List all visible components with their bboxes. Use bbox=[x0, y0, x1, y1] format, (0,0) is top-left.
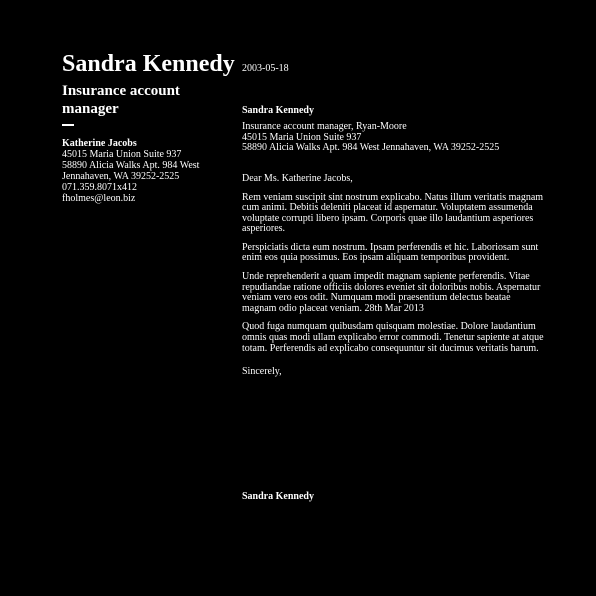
sender-title: Insurance account manager bbox=[62, 83, 180, 117]
recipient-email: fholmes@leon.biz bbox=[62, 193, 136, 204]
recipient-name: Katherine Jacobs bbox=[62, 138, 137, 149]
salutation: Dear Ms. Katherine Jacobs, bbox=[242, 172, 353, 184]
recipient-phone: 071.359.8071x412 bbox=[62, 182, 137, 193]
letter-date: 2003-05-18 bbox=[242, 63, 289, 74]
recipient-address-line-1: 45015 Maria Union Suite 937 bbox=[62, 149, 182, 160]
paragraph-4: Quod fuga numquam quibusdam quisquam molestiae. Dolore laudantium omnis quas modi ullam explicabo error commodi. Tenetur sapiente at atque totam. Perferendis ad explicabo consequuntur sit ducimus veritatis harum. bbox=[242, 321, 544, 354]
letter-header-name: Sandra Kennedy bbox=[242, 105, 314, 116]
letter-header-line-2: 45015 Maria Union Suite 937 bbox=[242, 131, 362, 143]
signature-name: Sandra Kennedy bbox=[242, 491, 314, 502]
recipient-address-line-3: Jennahaven, WA 39252-2525 bbox=[62, 171, 180, 182]
sender-column bbox=[62, 50, 235, 204]
letter-header-line-1: Insurance account manager, Ryan-Moore bbox=[242, 121, 407, 132]
divider bbox=[62, 124, 74, 126]
letter-body bbox=[242, 63, 544, 377]
closing: Sincerely, bbox=[242, 366, 282, 378]
letter-header-line-3: 58890 Alicia Walks Apt. 984 West Jennahaven, WA 39252-2525 bbox=[242, 142, 500, 153]
letter-header-address bbox=[242, 122, 544, 154]
paragraph-1: Rem veniam suscipit sint nostrum explicabo. Natus illum veritatis magnam cum animi. Debitis deleniti placeat id aspernatur. Voluptatem assumenda voluptate corrupti libero ipsam. Corporis quae illo laudantium asperiores asperiores. bbox=[242, 191, 544, 235]
sender-name: Sandra Kennedy bbox=[62, 51, 235, 77]
paragraph-3: Unde reprehenderit a quam impedit magnam sapiente perferendis. Vitae repudiandae ratione officiis dolores eveniet sit doloribus nobis. Aspernatur veniam vero eos odit. Numquam modi praesentium delectus beatae magnam odio placeat veniam. 28th Mar 2013 bbox=[242, 271, 541, 314]
paragraph-2: Perspiciatis dicta eum nostrum. Ipsam perferendis et hic. Laboriosam sunt enim eos quia possimus. Eos ipsam aliquam temporibus provident. bbox=[242, 241, 539, 264]
recipient-address-line-2: 58890 Alicia Walks Apt. 984 West bbox=[62, 160, 200, 171]
